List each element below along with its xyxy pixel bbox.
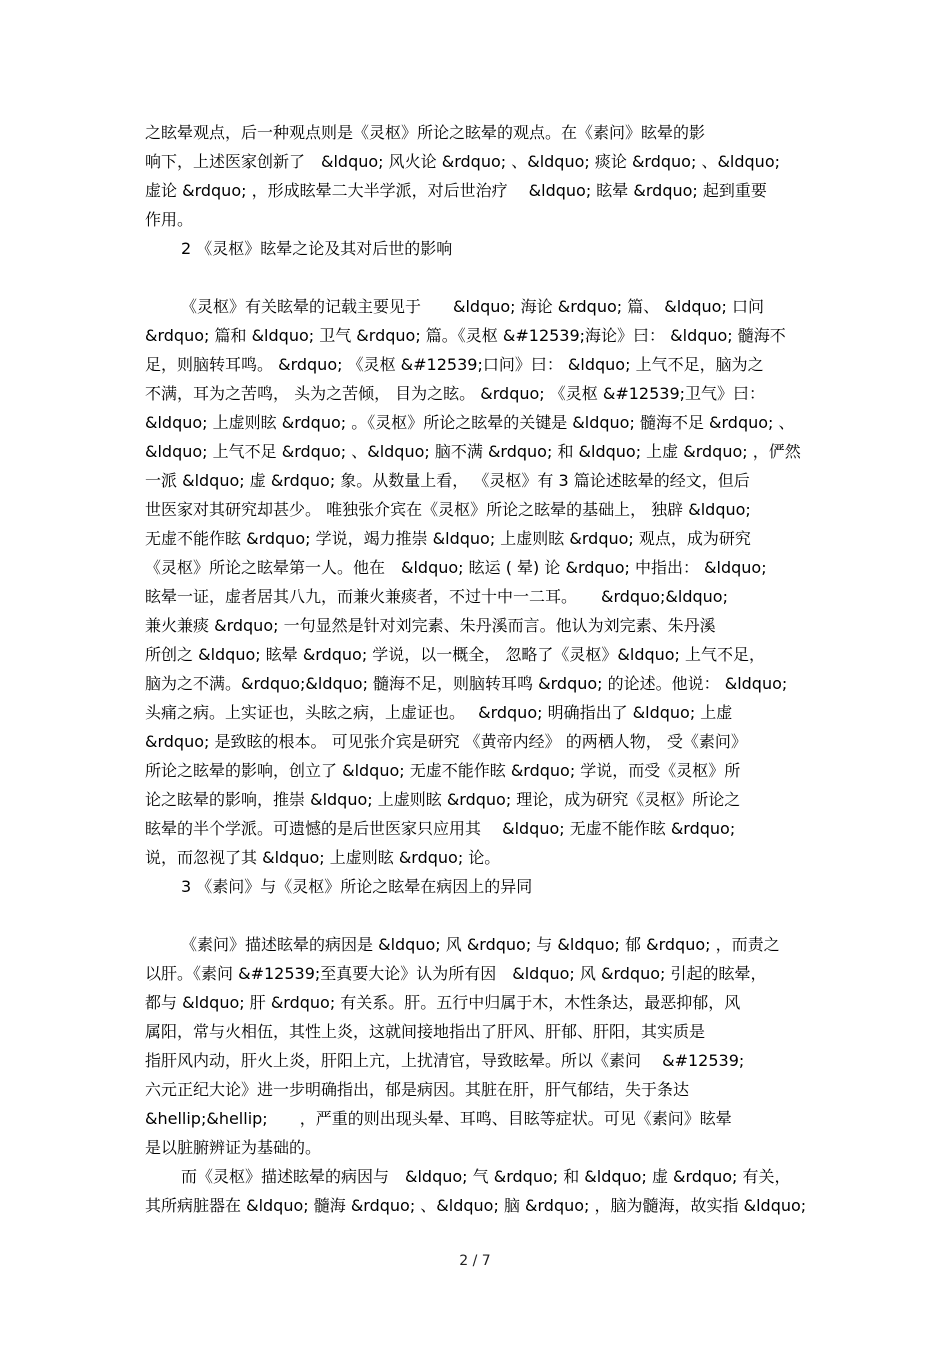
text-line: &rdquo; 是致眩的根本。 可见张介宾是研究 《黄帝内经》 的两栖人物， 受《素问》 xyxy=(145,732,747,751)
text-line: 足，则脑转耳鸣。 &rdquo; 《灵枢 &#12539;口问》曰： &ldquo; 上气不足，脑为之 xyxy=(145,355,764,374)
text-line: 头痛之病。上实证也，头眩之病，上虚证也。 &rdquo; 明确指出了 &ldquo; 上虚 xyxy=(145,703,733,722)
text-line: 指肝风内动，肝火上炎，肝阳上亢，上扰清官，导致眩晕。所以《素问 &#12539; xyxy=(145,1051,745,1070)
text-line: 所论之眩晕的影响，创立了 &ldquo; 无虚不能作眩 &rdquo; 学说，而受《灵枢》所 xyxy=(145,761,741,780)
text-line: 响下，上述医家创新了 &ldquo; 风火论 &rdquo; 、&ldquo; 痰论 &rdquo; 、&ldquo; xyxy=(145,152,780,171)
text-line: &hellip;&hellip; ，严重的则出现头晕、耳鸣、目眩等症状。可见《素问》眩晕 xyxy=(145,1109,732,1128)
text-line: &ldquo; 上气不足 &rdquo; 、&ldquo; 脑不满 &rdquo; 和 &ldquo; 上虚 &rdquo; ，俨然 xyxy=(145,442,801,461)
text-line: 都与 &ldquo; 肝 &rdquo; 有关系。肝。五行中归属于木，木性条达，最恶抑郁，风 xyxy=(145,993,741,1012)
text-line: 作用。 xyxy=(145,210,194,229)
text-line: 属阳，常与火相伍，其性上炎，这就间接地指出了肝风、肝郁、肝阳，其实质是 xyxy=(145,1022,706,1041)
text-line: 眩晕的半个学派。可遗憾的是后世医家只应用其 &ldquo; 无虚不能作眩 &rdquo; xyxy=(145,819,736,838)
text-line: 六元正纪大论》进一步明确指出，郁是病因。其脏在肝，肝气郁结，失于条达 xyxy=(145,1080,690,1099)
text-line: 论之眩晕的影响，推崇 &ldquo; 上虚则眩 &rdquo; 理论，成为研究《灵枢》所论之 xyxy=(145,790,741,809)
text-line: 所创之 &ldquo; 眩晕 &rdquo; 学说，以一概全， 忽略了《灵枢》&ldquo; 上气不足， xyxy=(145,645,766,664)
document-body xyxy=(143,118,813,1220)
text-line: &rdquo; 篇和 &ldquo; 卫气 &rdquo; 篇。《灵枢 &#12539;海论》曰： &ldquo; 髓海不 xyxy=(145,326,786,345)
text-line: 之眩晕观点，后一种观点则是《灵枢》所论之眩晕的观点。在《素问》眩晕的影 xyxy=(145,123,706,142)
paragraph-gap xyxy=(143,901,813,930)
text-line: &ldquo; 上虚则眩 &rdquo; 。《灵枢》所论之眩晕的关键是 &ldquo; 髓海不足 &rdquo; 、 xyxy=(145,413,795,432)
text-line: 《灵枢》所论之眩晕第一人。他在 &ldquo; 眩运 ( 晕) 论 &rdquo; 中指出： &ldquo; xyxy=(145,558,767,577)
text-line: 是以脏腑辨证为基础的。 xyxy=(145,1138,322,1157)
text-line: 虚论 &rdquo; ，形成眩晕二大半学派，对后世治疗 &ldquo; 眩晕 &rdquo; 起到重要 xyxy=(145,181,767,200)
text-line: 无虚不能作眩 &rdquo; 学说，竭力推崇 &ldquo; 上虚则眩 &rdquo; 观点，成为研究 xyxy=(145,529,751,548)
text-line: 眩晕一证，虚者居其八九，而兼火兼痰者，不过十中一二耳。 &rdquo;&ldquo; xyxy=(145,587,728,606)
text-line: 《素问》描述眩晕的病因是 &ldquo; 风 &rdquo; 与 &ldquo; 郁 &rdquo; ，而责之 xyxy=(181,935,780,954)
text-line: 脑为之不满。&rdquo;&ldquo; 髓海不足，则脑转耳鸣 &rdquo; 的论述。他说： &ldquo; xyxy=(145,674,788,693)
text-line: 不满，耳为之苦鸣， 头为之苦倾， 目为之眩。 &rdquo; 《灵枢 &#12539;卫气》曰： xyxy=(145,384,766,403)
text-line: 兼火兼痰 &rdquo; 一句显然是针对刘完素、朱丹溪而言。他认为刘完素、朱丹溪 xyxy=(145,616,716,635)
section-heading-3: 3 《素问》与《灵枢》所论之眩晕在病因上的异同 xyxy=(181,877,533,896)
text-line: 说，而忽视了其 &ldquo; 上虚则眩 &rdquo; 论。 xyxy=(145,848,501,867)
text-line: 《灵枢》有关眩晕的记载主要见于 &ldquo; 海论 &rdquo; 篇、 &ldquo; 口问 xyxy=(181,297,764,316)
text-line: 世医家对其研究却甚少。 唯独张介宾在《灵枢》所论之眩晕的基础上， 独辟 &ldquo; xyxy=(145,500,751,519)
text-line: 其所病脏器在 &ldquo; 髓海 &rdquo; 、&ldquo; 脑 &rdquo; ，脑为髓海，故实指 &ldquo; xyxy=(145,1196,807,1215)
paragraph-gap xyxy=(143,263,813,292)
text-line: 而《灵枢》描述眩晕的病因与 &ldquo; 气 &rdquo; 和 &ldquo; 虚 &rdquo; 有关， xyxy=(181,1167,791,1186)
section-heading-2: 2 《灵枢》眩晕之论及其对后世的影响 xyxy=(181,239,453,258)
text-line: 一派 &ldquo; 虚 &rdquo; 象。从数量上看， 《灵枢》有 3 篇论述眩晕的经文，但后 xyxy=(145,471,750,490)
text-line: 以肝。《素问 &#12539;至真要大论》认为所有因 &ldquo; 风 &rdquo; 引起的眩晕， xyxy=(145,964,767,983)
page-number: 2 / 7 xyxy=(459,1253,491,1269)
